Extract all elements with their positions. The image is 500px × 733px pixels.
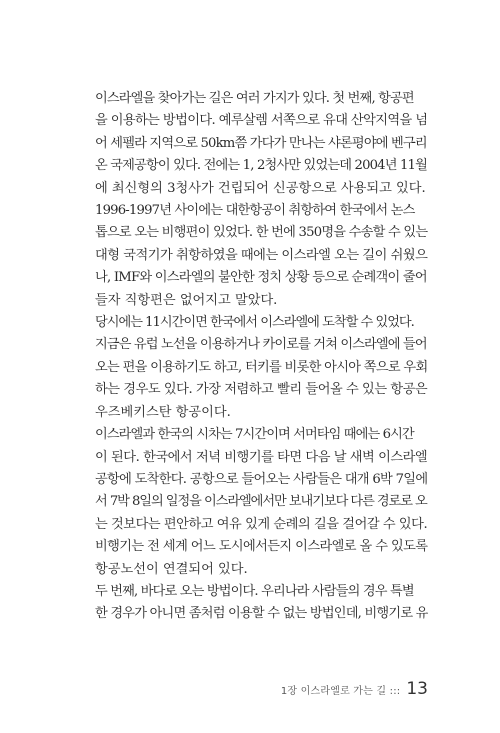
page-footer: [281, 679, 428, 699]
text-line: 대형 국적기가 취항하였을 때에는 이스라엘 오는 길이 쉬웠으: [95, 247, 428, 263]
text-line: 서 7박 8일의 일정을 이스라엘에서만 보내기보다 다른 경로로 오: [95, 494, 427, 510]
page-number: 13: [406, 679, 428, 699]
text-line: 오는 편을 이용하기도 하고, 터키를 비롯한 아시아 쪽으로 우회: [95, 359, 428, 375]
text-line: 어 세펠라 지역으로 50km쯤 가다가 만나는 샤론평야에 벤구리: [95, 135, 427, 151]
text-line: 는 것보다는 편안하고 여유 있게 순례의 길을 걸어갈 수 있다.: [95, 516, 428, 532]
text-line: 항공노선이 연결되어 있다.: [95, 561, 248, 577]
text-line: 에 최신형의 3청사가 건립되어 신공항으로 사용되고 있다.: [95, 180, 426, 196]
text-line: 을 이용하는 방법이다. 예루살렘 서쪽으로 유대 산악지역을 넘: [95, 113, 428, 129]
text-line: 지금은 유럽 노선을 이용하거나 카이로를 거쳐 이스라엘에 들어: [95, 337, 427, 353]
paragraph: [82, 200, 428, 312]
paragraph: [82, 312, 428, 424]
text-line: 이스라엘을 찾아가는 길은 여러 가지가 있다. 첫 번째, 항공편: [95, 91, 414, 106]
text-line: 이 된다. 한국에서 저녁 비행기를 타면 다음 날 새벽 이스라엘: [95, 449, 428, 465]
text-line: 하는 경우도 있다. 가장 저렴하고 빨리 들어올 수 있는 항공은: [95, 382, 428, 398]
text-line: 나, IMF와 이스라엘의 불안한 정치 상황 등으로 순례객이 줄어: [95, 270, 427, 286]
body-text: [82, 88, 428, 626]
running-head: 1장 이스라엘로 가는 길 :::: [280, 686, 401, 697]
text-line: 1996-1997년 사이에는 대한항공이 취항하여 한국에서 논스: [95, 203, 415, 219]
text-line: 비행기는 전 세계 어느 도시에서든지 이스라엘로 올 수 있도록: [95, 539, 428, 555]
text-line: 두 번째, 바다로 오는 방법이다. 우리나라 사람들의 경우 특별: [95, 583, 414, 599]
text-line: 한 경우가 아니면 좀처럼 이용할 수 없는 방법인데, 비행기로 유: [95, 606, 428, 622]
paragraph: [82, 88, 428, 200]
text-line: 들자 직항편은 없어지고 말았다.: [95, 292, 278, 308]
text-line: 온 국제공항이 있다. 전에는 1, 2청사만 있었는데 2004년 11월: [95, 158, 427, 174]
text-line: 이스라엘과 한국의 시차는 7시간이며 서머타임 때에는 6시간: [95, 427, 414, 443]
text-line: 공항에 도착한다. 공항으로 들어오는 사람들은 대개 6박 7일에: [95, 471, 428, 487]
paragraph: [82, 424, 428, 581]
text-line: 우즈베키스탄 항공이다.: [95, 404, 231, 420]
text-line: 당시에는 11시간이면 한국에서 이스라엘에 도착할 수 있었다.: [95, 315, 414, 331]
text-line: 톱으로 오는 비행편이 있었다. 한 번에 350명을 수송할 수 있는: [95, 225, 428, 241]
paragraph: [82, 581, 428, 626]
